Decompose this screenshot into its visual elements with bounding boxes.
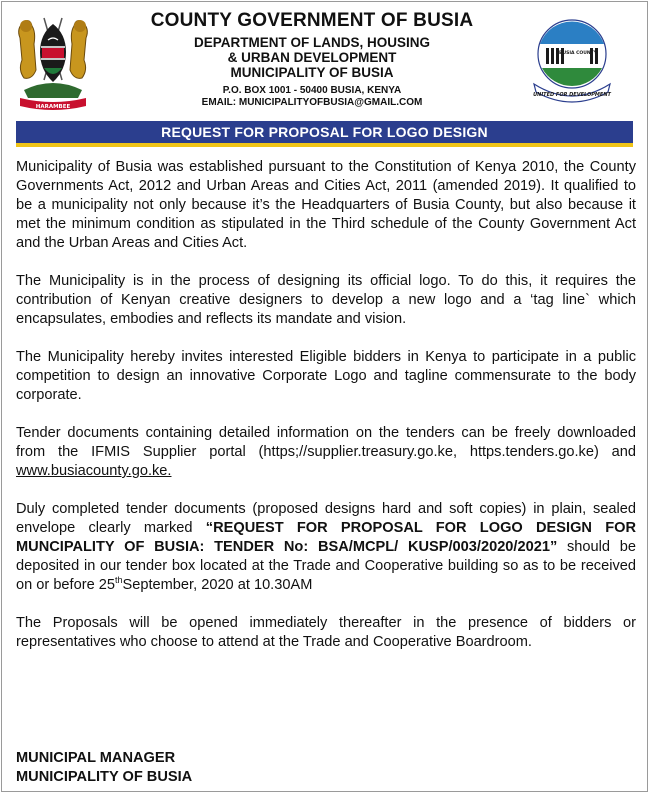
signatory-organisation: MUNICIPALITY OF BUSIA (16, 769, 193, 785)
tender-documents-text: Tender documents containing detailed information on the tenders can be freely downloaded from the IFMIS Supplier portal (https;//supplier.treasury.go.ke, https.tenders.go.ke) and (16, 425, 636, 460)
department-line1: DEPARTMENT OF LANDS, HOUSING (194, 35, 430, 50)
paragraph-establishment: Municipality of Busia was established pursuant to the Constitution of Kenya 2010, the County Governments Act, 2012 and Urban Areas and Cities Act, 2011 (amended 2019). It qualified to be a municipality not only because it’s the Headquarters of Busia County, but also because it met the minimum condition as stipulated in the Third schedule of the County Government Act and the Urban Areas and Cities Act. (16, 159, 636, 251)
municipality-name: MUNICIPALITY OF BUSIA (230, 65, 394, 80)
department-line2: & URBAN DEVELOPMENT (227, 50, 397, 65)
logo-county-text: BUSIA COUNTY (559, 51, 597, 56)
title-banner (16, 121, 633, 147)
letterhead-text (102, 10, 522, 109)
county-website-link[interactable]: www.busiacounty.go.ke. (16, 463, 172, 479)
notice-frame (1, 1, 648, 792)
paragraph-opening: The Proposals will be opened immediately thereafter in the presence of bidders or representatives who choose to attend at the Trade and Cooperative Boardroom. (16, 615, 636, 650)
paragraph-submission (16, 500, 636, 595)
coat-motto-text: HARAMBEE (35, 104, 71, 110)
signatory-title: MUNICIPAL MANAGER (16, 750, 176, 766)
busia-county-logo-icon (530, 16, 614, 106)
notice-body (16, 158, 636, 671)
date-ordinal: th (115, 575, 123, 586)
email-address: EMAIL: MUNICIPALITYOFBUSIA@GMAIL.COM (201, 97, 423, 108)
county-name: COUNTY GOVERNMENT OF BUSIA (150, 10, 474, 31)
tender-reference: “REQUEST FOR PROPOSAL FOR LOGO DESIGN FOR MUNCIPALITY OF BUSIA: TENDER No: BSA/MCPL/ KUSP/003/2020/2021” (16, 520, 637, 555)
banner-title: REQUEST FOR PROPOSAL FOR LOGO DESIGN (161, 124, 488, 140)
submission-text-b: should be deposited in our tender box located at the Trade and Cooperative building so as to be received on or before 25 (16, 539, 636, 593)
coat-of-arms-icon (14, 10, 92, 114)
submission-text-a: Duly completed tender documents (proposed designs hard and soft copies) in plain, sealed envelope clearly marked (16, 501, 636, 536)
letterhead (2, 2, 649, 117)
signature-block (16, 749, 416, 787)
paragraph-invitation: The Municipality hereby invites interested Eligible bidders in Kenya to participate in a public competition to design an innovative Corporate Logo and tagline commensurate to the body corporate. (16, 349, 636, 403)
paragraph-tender-documents (16, 424, 636, 481)
po-box: P.O. BOX 1001 - 50400 BUSIA, KENYA (222, 85, 402, 96)
paragraph-logo-process: The Municipality is in the process of designing its official logo. To do this, it requires the contribution of Kenyan creative designers to develop a new logo and a ‘tag line` which encapsulates, embodies and reflects its mandate and vision. (16, 273, 636, 327)
submission-deadline: September, 2020 at 10.30AM (122, 577, 313, 593)
logo-tagline-text: UNITED FOR DEVELOPMENT (533, 92, 611, 98)
